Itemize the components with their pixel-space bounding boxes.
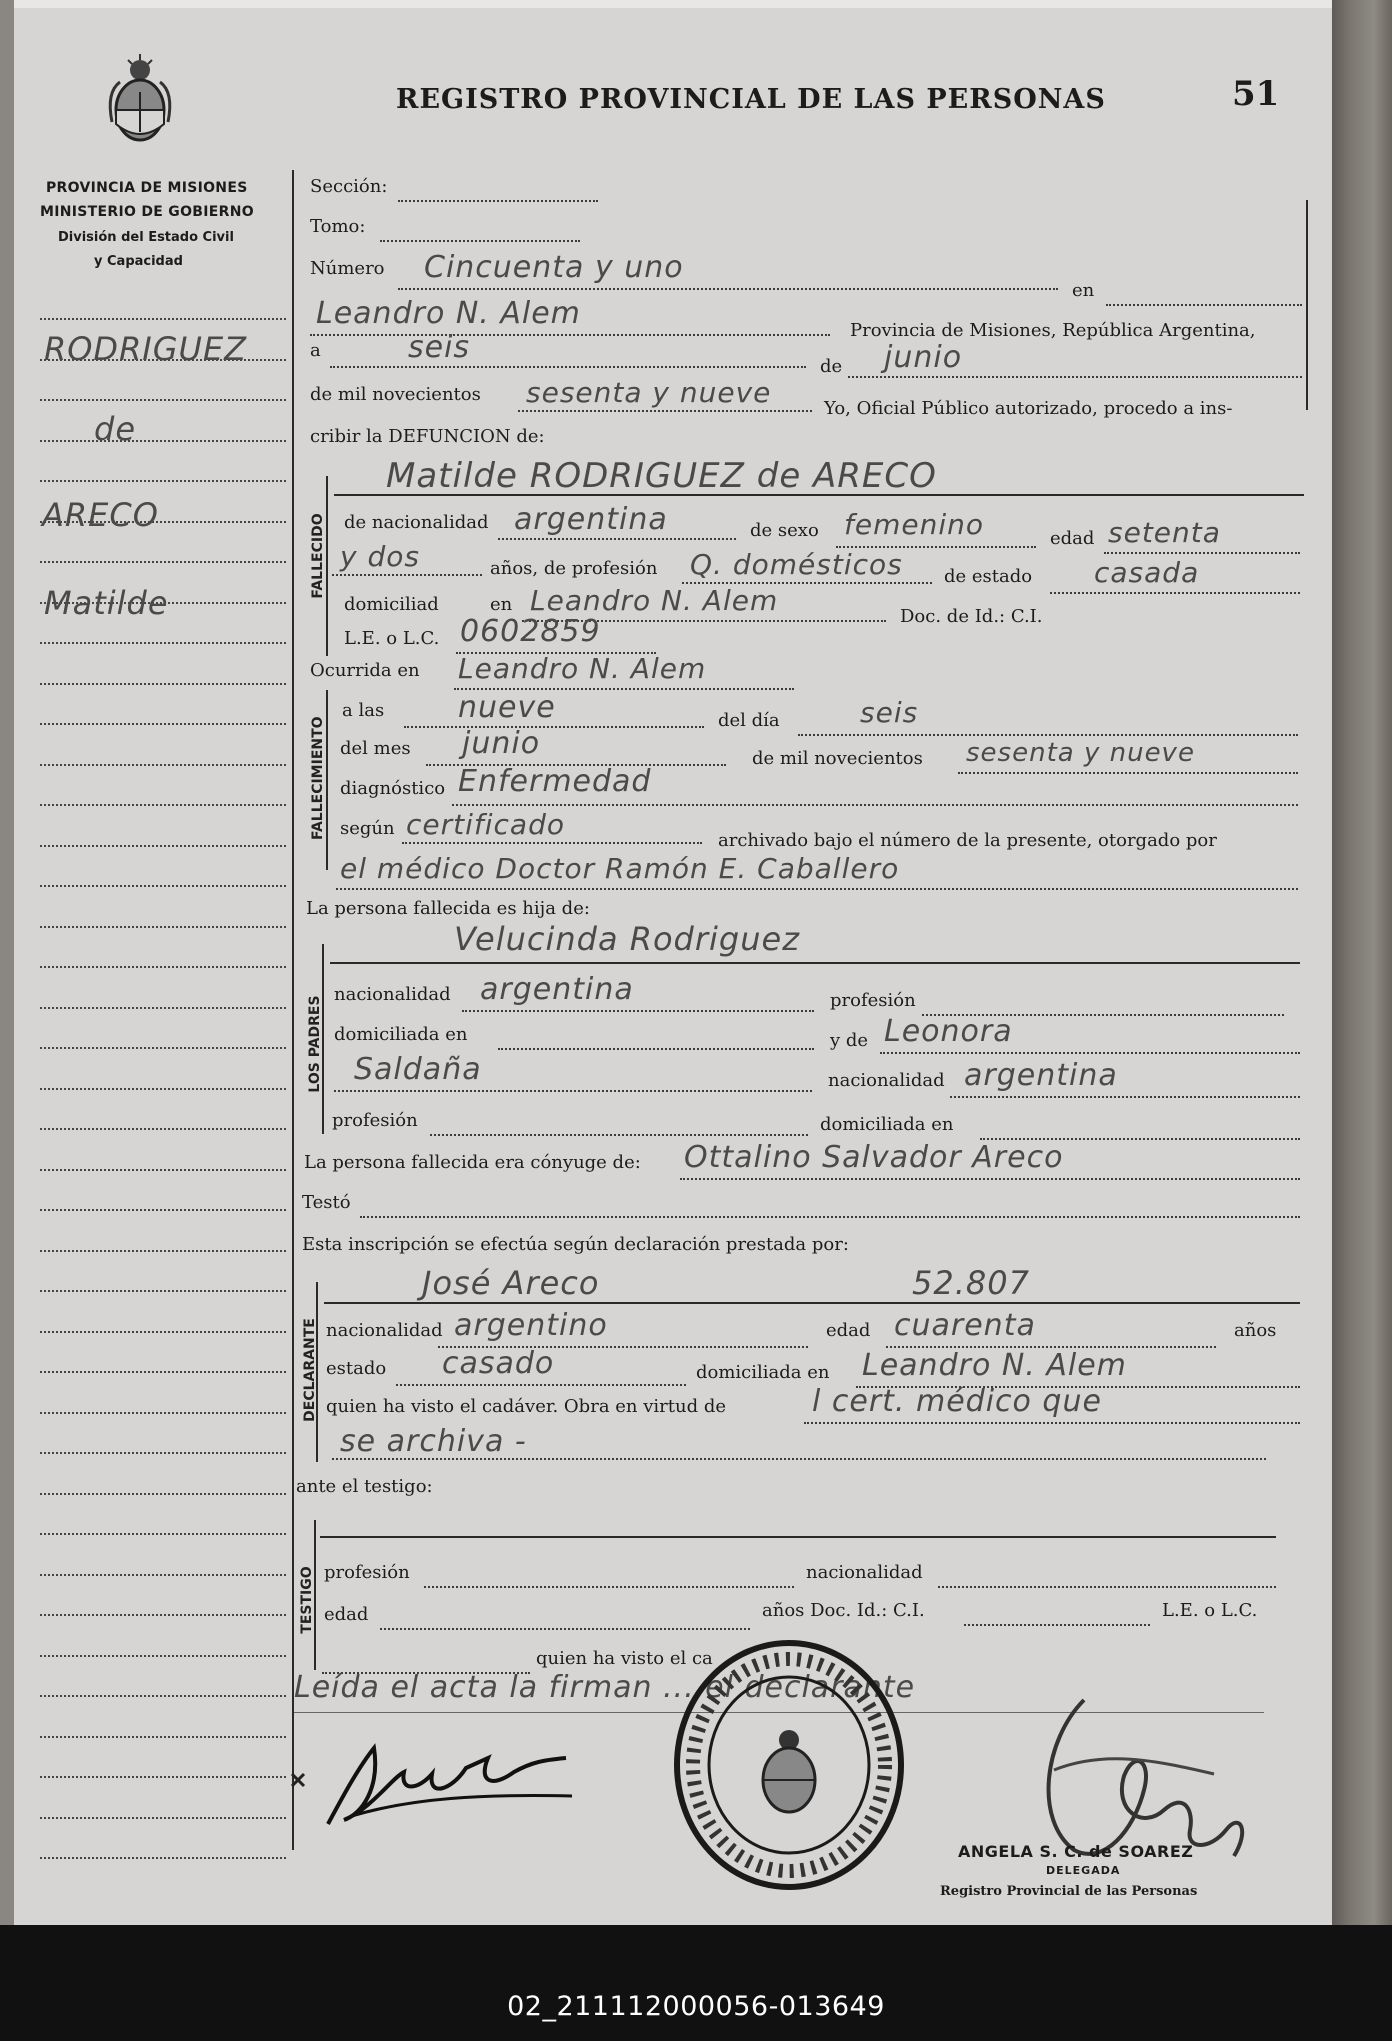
- margin-line: [40, 1088, 286, 1090]
- province-label: PROVINCIA DE MISIONES: [46, 180, 248, 196]
- estado-declarante-label: estado: [326, 1358, 387, 1379]
- nombre-line: [334, 494, 1304, 496]
- de-estado-label: de estado: [944, 566, 1033, 587]
- domiciliada-declarante-label: domiciliada en: [696, 1362, 830, 1383]
- nacionalidad-padre-label: nacionalidad: [334, 984, 451, 1005]
- en-field[interactable]: [1106, 304, 1302, 306]
- margin-line: [40, 561, 286, 563]
- domiciliada-padre-field[interactable]: [498, 1048, 814, 1050]
- margin-line: [40, 683, 286, 685]
- margin-line: [40, 1574, 286, 1576]
- upper-right-rule: [1306, 200, 1308, 410]
- le-lc-label: L.E. o L.C.: [344, 628, 440, 649]
- de-sexo-label: de sexo: [750, 520, 819, 541]
- nacionalidad-value: argentina: [514, 502, 668, 537]
- margin-line: [40, 804, 286, 806]
- le-o-lc-label: L.E. o L.C.: [1162, 1600, 1258, 1621]
- edad-declarante-value: cuarenta: [894, 1308, 1036, 1343]
- declarant-signature: [282, 1728, 602, 1838]
- margin-line: [40, 1290, 286, 1292]
- edad-field-2[interactable]: [332, 574, 482, 576]
- margin-line: [40, 926, 286, 928]
- ocurrida-value: Leandro N. Alem: [458, 652, 707, 685]
- dia-fallec-value: seis: [860, 696, 919, 729]
- domiciliad-en-label: en: [490, 594, 513, 615]
- book-binding: [1332, 0, 1392, 1925]
- margin-line: [40, 1331, 286, 1333]
- mes-fallec-value: junio: [462, 726, 541, 761]
- margin-line: [40, 1047, 286, 1049]
- obra-value-1: l cert. médico que: [812, 1384, 1102, 1419]
- tomo-label: Tomo:: [310, 216, 366, 237]
- obra-field-1[interactable]: [804, 1422, 1300, 1424]
- madre-field-2[interactable]: [334, 1090, 812, 1092]
- anos-declarante-label: años: [1234, 1320, 1277, 1341]
- documento-value: 0602859: [460, 614, 601, 649]
- edad-field[interactable]: [1104, 552, 1300, 554]
- lugar-field[interactable]: [310, 334, 830, 336]
- hora-value: nueve: [458, 690, 556, 725]
- estado-value: casada: [1094, 556, 1200, 589]
- anio-fallec-value: sesenta y nueve: [966, 738, 1195, 768]
- margin-line: [40, 1655, 286, 1657]
- profesion-testigo-label: profesión: [324, 1562, 410, 1583]
- mes-value: junio: [884, 340, 963, 375]
- segun-value: certificado: [406, 808, 565, 841]
- margin-line: [40, 1452, 286, 1454]
- margin-line: [40, 1695, 286, 1697]
- dia-value: seis: [408, 330, 471, 365]
- cribir-text: cribir la DEFUNCION de:: [310, 426, 545, 447]
- margin-surname2: ARECO: [42, 496, 159, 534]
- del-mes-label: del mes: [340, 738, 411, 759]
- a-las-label: a las: [342, 700, 385, 721]
- page-number: 51: [1232, 74, 1280, 114]
- obra-value-2: se archiva -: [340, 1424, 527, 1459]
- quien-visto-short-label: quien ha visto el ca: [536, 1648, 713, 1669]
- anio-fallec-field[interactable]: [958, 772, 1298, 774]
- ante-testigo-label: ante el testigo:: [296, 1476, 433, 1497]
- domiciliada-padre-label: domiciliada en: [334, 1024, 468, 1045]
- hora-field[interactable]: [404, 726, 704, 728]
- page-top-edge: [14, 0, 1332, 8]
- nac-padre-field[interactable]: [462, 1010, 814, 1012]
- en-label: en: [1072, 280, 1095, 301]
- edad-value-2: y dos: [340, 540, 420, 573]
- de-label: de: [820, 356, 843, 377]
- testigo-line: [320, 1536, 1276, 1538]
- domiciliada-madre-label: domiciliada en: [820, 1114, 954, 1135]
- madre-field[interactable]: [880, 1052, 1300, 1054]
- profesion-madre-label: profesión: [332, 1110, 418, 1131]
- margin-line: [40, 1776, 286, 1778]
- declarante-value: José Areco: [422, 1264, 600, 1302]
- nacionalidad-declarante-label: nacionalidad: [326, 1320, 443, 1341]
- profesion-madre-field[interactable]: [430, 1134, 808, 1136]
- conyuge-label: La persona fallecida era cónyuge de:: [304, 1152, 641, 1173]
- anio-value: sesenta y nueve: [526, 376, 772, 409]
- margin-line: [40, 318, 286, 320]
- quien-visto-label: quien ha visto el cadáver. Obra en virtud de: [326, 1396, 727, 1417]
- madre-value-2: Saldaña: [354, 1052, 482, 1087]
- edad-declarante-label: edad: [826, 1320, 871, 1341]
- archivado-label: archivado bajo el número de la presente, otorgado por: [718, 830, 1217, 851]
- coat-of-arms-icon: [102, 52, 178, 152]
- margin-line: [40, 1817, 286, 1819]
- margin-line: [40, 480, 286, 482]
- doc-id-label: Doc. de Id.: C.I.: [900, 606, 1043, 627]
- margin-line: [40, 885, 286, 887]
- anio-field[interactable]: [518, 410, 812, 412]
- leida-value: Leída el acta la firman ... el declarante: [294, 1670, 916, 1705]
- anos-profesion-label: años, de profesión: [490, 558, 658, 579]
- yo-oficial-label: Yo, Oficial Público autorizado, procedo a ins-: [824, 398, 1233, 419]
- tomo-field[interactable]: [380, 240, 580, 242]
- segun-field[interactable]: [402, 842, 702, 844]
- hija-de-label: La persona fallecida es hija de:: [306, 898, 590, 919]
- margin-line: [40, 1128, 286, 1130]
- margin-line: [40, 1736, 286, 1738]
- nac-madre-field[interactable]: [950, 1096, 1300, 1098]
- testo-field[interactable]: [360, 1216, 1300, 1218]
- nacionalidad-testigo-field[interactable]: [938, 1586, 1276, 1588]
- de-mil-nov-label: de mil novecientos: [752, 748, 923, 769]
- numero-value: Cincuenta y uno: [424, 250, 684, 285]
- ocurrida-label: Ocurrida en: [310, 660, 420, 681]
- margin-line: [40, 1614, 286, 1616]
- page-title: REGISTRO PROVINCIAL DE LAS PERSONAS: [396, 84, 1106, 115]
- margin-line: [40, 1533, 286, 1535]
- declarante-num-value: 52.807: [912, 1264, 1030, 1302]
- diagnostico-field[interactable]: [452, 804, 1298, 806]
- de-nacionalidad-label: de nacionalidad: [344, 512, 489, 533]
- de-mil-label: de mil novecientos: [310, 384, 481, 405]
- margin-line: [40, 845, 286, 847]
- domicilio-value: Leandro N. Alem: [530, 584, 779, 617]
- del-dia-label: del día: [718, 710, 780, 731]
- caption-bar: [0, 1925, 1392, 2041]
- estado-declarante-field[interactable]: [396, 1384, 686, 1386]
- nombre-value: Matilde RODRIGUEZ de ARECO: [386, 456, 937, 496]
- profesion-testigo-field[interactable]: [424, 1586, 794, 1588]
- numero-field[interactable]: [398, 288, 1058, 290]
- profesion-padre-label: profesión: [830, 990, 916, 1011]
- sexo-value: femenino: [844, 508, 984, 541]
- margin-line: [40, 966, 286, 968]
- dia-fallec-field[interactable]: [798, 734, 1298, 736]
- a-label: a: [310, 340, 321, 361]
- declarante-side-label: DECLARANTE: [302, 1318, 318, 1422]
- margin-particle: de: [94, 410, 136, 448]
- margin-line: [40, 399, 286, 401]
- doc-testigo-field[interactable]: [964, 1624, 1150, 1626]
- fallecido-rule: [326, 476, 328, 656]
- obra-field-2[interactable]: [332, 1458, 1266, 1460]
- cribir-label: [310, 426, 545, 447]
- margin-line: [40, 723, 286, 725]
- margin-line: [40, 642, 286, 644]
- padre-value: Velucinda Rodriguez: [454, 920, 800, 958]
- margin-line: [40, 1250, 286, 1252]
- conyuge-value: Ottalino Salvador Areco: [684, 1140, 1064, 1175]
- medico-field[interactable]: [336, 888, 1298, 890]
- testo-label: Testó: [302, 1192, 351, 1213]
- nacionalidad-testigo-label: nacionalidad: [806, 1562, 923, 1583]
- fallecimiento-side-label: FALLECIMIENTO: [310, 716, 326, 840]
- margin-line: [40, 1169, 286, 1171]
- declarante-line: [324, 1302, 1300, 1304]
- fallecimiento-rule: [326, 690, 328, 870]
- document-page: [14, 0, 1332, 1925]
- capacity-label: y Capacidad: [94, 254, 183, 269]
- edad-testigo-label: edad: [324, 1604, 369, 1625]
- nacionalidad-madre-label: nacionalidad: [828, 1070, 945, 1091]
- seccion-field[interactable]: [398, 200, 598, 202]
- profesion-value: Q. domésticos: [690, 548, 903, 581]
- margin-line: [40, 1209, 286, 1211]
- margin-line: [40, 764, 286, 766]
- numero-label: Número: [310, 258, 385, 279]
- margin-line: [40, 1007, 286, 1009]
- edad-value: setenta: [1108, 516, 1221, 549]
- medico-value: el médico Doctor Ramón E. Caballero: [340, 852, 900, 885]
- delegate-name: ANGELA S. C. de SOAREZ: [958, 1842, 1194, 1861]
- division-label: División del Estado Civil: [58, 230, 234, 245]
- madre-value: Leonora: [884, 1014, 1013, 1049]
- dia-field[interactable]: [330, 366, 806, 368]
- diagnostico-value: Enfermedad: [458, 764, 652, 799]
- nacionalidad-field[interactable]: [498, 538, 736, 540]
- y-de-label: y de: [830, 1030, 869, 1051]
- inscripcion-label: Esta inscripción se efectúa según declaración prestada por:: [302, 1234, 849, 1255]
- edad-label: edad: [1050, 528, 1095, 549]
- margin-line: [40, 1857, 286, 1859]
- domicilio-declarante-value: Leandro N. Alem: [862, 1348, 1127, 1383]
- anos-doc-label: años Doc. Id.: C.I.: [762, 1600, 925, 1621]
- footer-caption: 02_211112000056-013649: [507, 1991, 885, 2022]
- margin-given: Matilde: [44, 584, 169, 622]
- ministry-label: MINISTERIO DE GOBIERNO: [40, 204, 254, 220]
- margin-rule: [292, 170, 294, 1850]
- nac-declarante-value: argentino: [454, 1308, 608, 1343]
- segun-label: según: [340, 818, 395, 839]
- fallecido-side-label: FALLECIDO: [310, 513, 326, 599]
- lugar-value: Leandro N. Alem: [316, 296, 581, 331]
- padres-side-label: LOS PADRES: [307, 995, 323, 1093]
- diagnostico-label: diagnóstico: [340, 778, 446, 799]
- estado-declarante-value: casado: [442, 1346, 555, 1381]
- testigo-side-label: TESTIGO: [299, 1566, 315, 1634]
- margin-line: [40, 1412, 286, 1414]
- nac-madre-value: argentina: [964, 1058, 1118, 1093]
- nac-padre-value: argentina: [480, 972, 634, 1007]
- margin-surname1: RODRIGUEZ: [44, 330, 248, 368]
- conyuge-field[interactable]: [680, 1178, 1300, 1180]
- delegate-title: DELEGADA: [1046, 1864, 1121, 1877]
- margin-line: [40, 440, 286, 442]
- provincia-label: Provincia de Misiones, República Argentina,: [850, 320, 1256, 341]
- domiciliad-label: domiciliad: [344, 594, 439, 615]
- margin-line: [40, 1493, 286, 1495]
- seccion-label: Sección:: [310, 176, 388, 197]
- delegate-office: Registro Provincial de las Personas: [940, 1884, 1198, 1899]
- padre-line: [330, 962, 1300, 964]
- mes-field[interactable]: [848, 376, 1302, 378]
- official-stamp: [664, 1630, 914, 1900]
- margin-line: [40, 1371, 286, 1373]
- estado-field[interactable]: [1050, 592, 1300, 594]
